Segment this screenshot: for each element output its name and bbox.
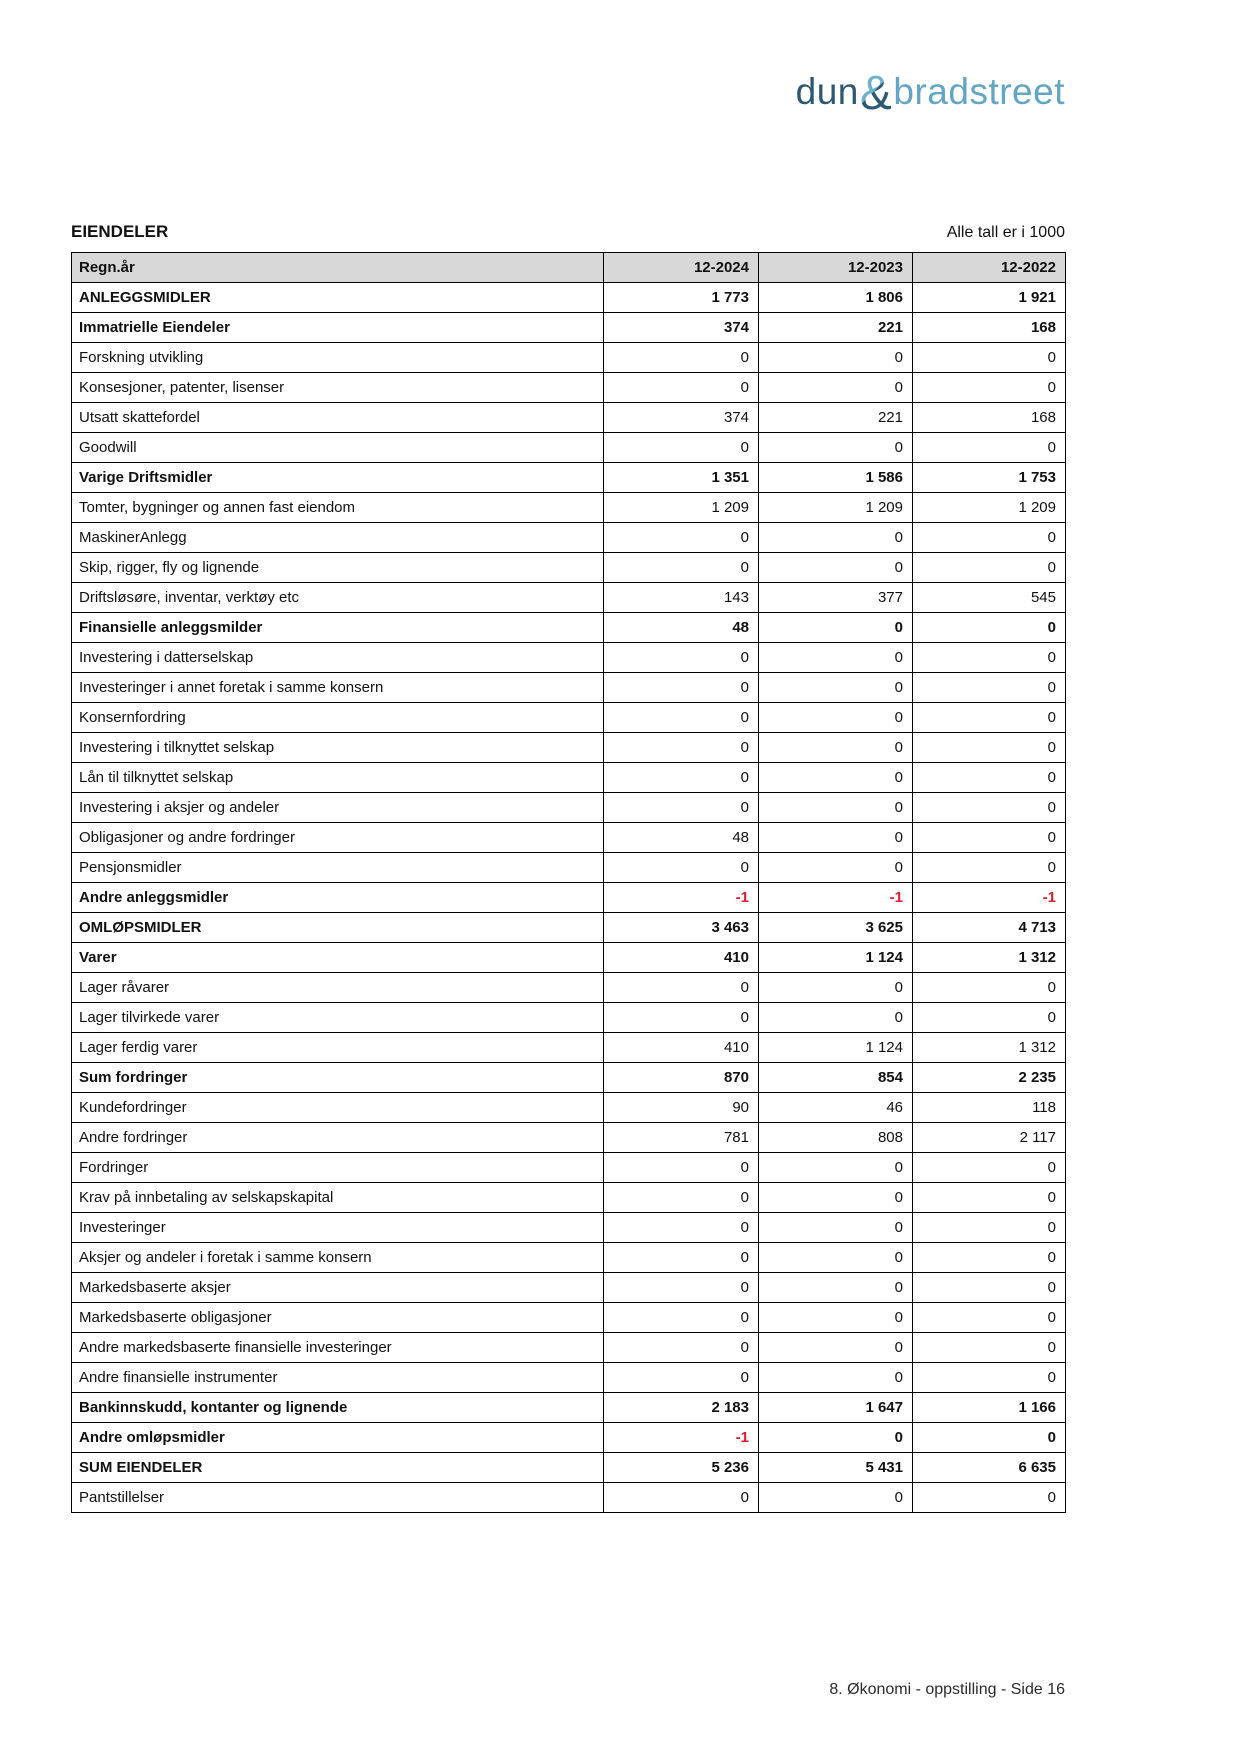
- row-value: 0: [759, 853, 913, 883]
- row-value: 0: [913, 1243, 1066, 1273]
- row-value: 5 431: [759, 1453, 913, 1483]
- row-value: 0: [604, 1003, 759, 1033]
- row-label: Finansielle anleggsmilder: [72, 613, 604, 643]
- row-value: 2 117: [913, 1123, 1066, 1153]
- row-label: Investering i tilknyttet selskap: [72, 733, 604, 763]
- row-label: Tomter, bygninger og annen fast eiendom: [72, 493, 604, 523]
- row-value: 0: [759, 613, 913, 643]
- row-label: Investering i datterselskap: [72, 643, 604, 673]
- row-value: 0: [759, 643, 913, 673]
- row-value: 0: [913, 1213, 1066, 1243]
- row-value: 118: [913, 1093, 1066, 1123]
- logo-text-bradstreet: bradstreet: [893, 71, 1065, 112]
- table-row: [72, 313, 1066, 343]
- row-value: 2 235: [913, 1063, 1066, 1093]
- row-label: Krav på innbetaling av selskapskapital: [72, 1183, 604, 1213]
- table-row: [72, 673, 1066, 703]
- row-value: 0: [913, 343, 1066, 373]
- row-value: 1 124: [759, 943, 913, 973]
- row-value: 0: [759, 673, 913, 703]
- row-value: 0: [759, 823, 913, 853]
- row-label: Lager tilvirkede varer: [72, 1003, 604, 1033]
- row-value: 0: [913, 523, 1066, 553]
- row-value: 0: [759, 1243, 913, 1273]
- page-footer: 8. Økonomi - oppstilling - Side 16: [829, 1681, 1065, 1698]
- table-row: [72, 463, 1066, 493]
- row-label: Andre markedsbaserte finansielle investeringer: [72, 1333, 604, 1363]
- column-header-12-2024: 12-2024: [604, 253, 759, 283]
- row-value: 1 921: [913, 283, 1066, 313]
- row-value: 1 753: [913, 463, 1066, 493]
- row-value: 781: [604, 1123, 759, 1153]
- balance-table-body: [72, 283, 1066, 1513]
- row-label: OMLØPSMIDLER: [72, 913, 604, 943]
- row-value: 0: [604, 1333, 759, 1363]
- table-row: [72, 1033, 1066, 1063]
- row-value: 0: [913, 1333, 1066, 1363]
- row-value: 0: [759, 343, 913, 373]
- row-value: 1 209: [759, 493, 913, 523]
- row-label: Sum fordringer: [72, 1063, 604, 1093]
- row-label: Konsernfordring: [72, 703, 604, 733]
- row-value: 0: [913, 1483, 1066, 1513]
- page-title: EIENDELER: [71, 222, 169, 241]
- row-value: 1 124: [759, 1033, 913, 1063]
- row-value: 0: [913, 1003, 1066, 1033]
- row-value: 0: [913, 1183, 1066, 1213]
- row-label: Investeringer i annet foretak i samme konsern: [72, 673, 604, 703]
- row-value: 48: [604, 613, 759, 643]
- table-row: [72, 733, 1066, 763]
- column-header-regnar: Regn.år: [72, 253, 604, 283]
- row-value: 0: [913, 373, 1066, 403]
- row-label: Varer: [72, 943, 604, 973]
- table-row: [72, 613, 1066, 643]
- row-label: Driftsløsøre, inventar, verktøy etc: [72, 583, 604, 613]
- row-value: 1 647: [759, 1393, 913, 1423]
- row-value: 0: [913, 1303, 1066, 1333]
- row-label: Obligasjoner og andre fordringer: [72, 823, 604, 853]
- row-value: 0: [913, 973, 1066, 1003]
- row-value: 0: [913, 643, 1066, 673]
- row-value: 0: [759, 1183, 913, 1213]
- row-label: Pantstillelser: [72, 1483, 604, 1513]
- row-value: 0: [913, 1363, 1066, 1393]
- row-value: 0: [604, 673, 759, 703]
- table-row: [72, 1243, 1066, 1273]
- row-value: -1: [913, 883, 1066, 913]
- table-row: [72, 523, 1066, 553]
- table-row: [72, 1093, 1066, 1123]
- row-value: -1: [604, 883, 759, 913]
- table-row: [72, 643, 1066, 673]
- row-value: 808: [759, 1123, 913, 1153]
- row-label: Konsesjoner, patenter, lisenser: [72, 373, 604, 403]
- table-row: [72, 1393, 1066, 1423]
- row-label: Skip, rigger, fly og lignende: [72, 553, 604, 583]
- row-value: 221: [759, 313, 913, 343]
- row-value: 0: [604, 433, 759, 463]
- table-row: [72, 1213, 1066, 1243]
- row-label: Andre fordringer: [72, 1123, 604, 1153]
- section-header: [71, 222, 1065, 242]
- row-label: Goodwill: [72, 433, 604, 463]
- table-row: [72, 1303, 1066, 1333]
- row-value: 0: [604, 373, 759, 403]
- row-value: 1 312: [913, 943, 1066, 973]
- row-value: 0: [913, 1153, 1066, 1183]
- row-value: 221: [759, 403, 913, 433]
- row-label: Markedsbaserte obligasjoner: [72, 1303, 604, 1333]
- row-value: 377: [759, 583, 913, 613]
- table-row: [72, 883, 1066, 913]
- row-value: 4 713: [913, 913, 1066, 943]
- row-value: 374: [604, 403, 759, 433]
- row-value: 0: [604, 853, 759, 883]
- row-value: 0: [604, 1303, 759, 1333]
- table-row: [72, 1483, 1066, 1513]
- table-row: [72, 763, 1066, 793]
- dun-bradstreet-logo: [71, 66, 1065, 120]
- table-row: [72, 493, 1066, 523]
- row-value: 0: [759, 1003, 913, 1033]
- table-row: [72, 433, 1066, 463]
- row-label: Forskning utvikling: [72, 343, 604, 373]
- row-label: Bankinnskudd, kontanter og lignende: [72, 1393, 604, 1423]
- row-value: 0: [604, 1273, 759, 1303]
- table-row: [72, 943, 1066, 973]
- table-row: [72, 1273, 1066, 1303]
- row-label: Andre anleggsmidler: [72, 883, 604, 913]
- row-value: 0: [604, 1213, 759, 1243]
- row-value: 6 635: [913, 1453, 1066, 1483]
- row-value: 0: [913, 1273, 1066, 1303]
- table-row: [72, 793, 1066, 823]
- row-value: 3 625: [759, 913, 913, 943]
- row-value: 410: [604, 943, 759, 973]
- table-row: [72, 1183, 1066, 1213]
- row-value: 0: [759, 433, 913, 463]
- row-value: 870: [604, 1063, 759, 1093]
- row-value: 410: [604, 1033, 759, 1063]
- row-value: 0: [913, 763, 1066, 793]
- row-value: 0: [604, 1153, 759, 1183]
- row-value: 0: [759, 703, 913, 733]
- row-value: 1 312: [913, 1033, 1066, 1063]
- row-value: 1 166: [913, 1393, 1066, 1423]
- table-row: [72, 1123, 1066, 1153]
- row-label: Aksjer og andeler i foretak i samme konsern: [72, 1243, 604, 1273]
- row-value: 1 351: [604, 463, 759, 493]
- row-value: 1 586: [759, 463, 913, 493]
- row-label: Fordringer: [72, 1153, 604, 1183]
- logo-text-dun: dun: [795, 71, 859, 112]
- row-value: 1 806: [759, 283, 913, 313]
- row-value: 0: [604, 793, 759, 823]
- row-value: 0: [759, 553, 913, 583]
- row-value: 0: [759, 523, 913, 553]
- row-value: 46: [759, 1093, 913, 1123]
- row-label: MaskinerAnlegg: [72, 523, 604, 553]
- row-label: Immatrielle Eiendeler: [72, 313, 604, 343]
- table-row: [72, 1153, 1066, 1183]
- row-value: 2 183: [604, 1393, 759, 1423]
- row-value: 0: [604, 763, 759, 793]
- row-value: 0: [759, 1303, 913, 1333]
- row-value: 0: [604, 343, 759, 373]
- row-label: Kundefordringer: [72, 1093, 604, 1123]
- row-label: Andre omløpsmidler: [72, 1423, 604, 1453]
- column-header-12-2023: 12-2023: [759, 253, 913, 283]
- row-value: 0: [913, 433, 1066, 463]
- table-row: [72, 1063, 1066, 1093]
- row-label: Andre finansielle instrumenter: [72, 1363, 604, 1393]
- row-value: 854: [759, 1063, 913, 1093]
- table-row: [72, 853, 1066, 883]
- row-value: 1 209: [604, 493, 759, 523]
- ampersand-icon: &: [859, 67, 893, 120]
- row-value: 0: [759, 1363, 913, 1393]
- row-label: Investeringer: [72, 1213, 604, 1243]
- row-label: ANLEGGSMIDLER: [72, 283, 604, 313]
- row-value: 0: [604, 1243, 759, 1273]
- row-value: 0: [759, 1273, 913, 1303]
- table-row: [72, 403, 1066, 433]
- row-value: -1: [604, 1423, 759, 1453]
- table-row: [72, 703, 1066, 733]
- row-value: 0: [913, 673, 1066, 703]
- row-value: 0: [913, 703, 1066, 733]
- row-label: SUM EIENDELER: [72, 1453, 604, 1483]
- row-value: 0: [759, 1423, 913, 1453]
- row-value: 0: [604, 553, 759, 583]
- row-value: 0: [913, 1423, 1066, 1453]
- row-value: 168: [913, 313, 1066, 343]
- row-value: 0: [759, 1333, 913, 1363]
- table-row: [72, 823, 1066, 853]
- row-value: 0: [604, 973, 759, 1003]
- row-value: 0: [759, 1483, 913, 1513]
- row-value: 0: [759, 1153, 913, 1183]
- table-row: [72, 343, 1066, 373]
- row-value: 0: [913, 613, 1066, 643]
- row-value: -1: [759, 883, 913, 913]
- row-value: 0: [604, 703, 759, 733]
- balance-sheet-table: [71, 252, 1066, 1513]
- row-value: 0: [759, 373, 913, 403]
- row-label: Markedsbaserte aksjer: [72, 1273, 604, 1303]
- table-row: [72, 973, 1066, 1003]
- row-value: 0: [913, 823, 1066, 853]
- row-value: 0: [913, 733, 1066, 763]
- row-label: Varige Driftsmidler: [72, 463, 604, 493]
- table-row: [72, 1003, 1066, 1033]
- table-row: [72, 283, 1066, 313]
- row-label: Lån til tilknyttet selskap: [72, 763, 604, 793]
- table-row: [72, 583, 1066, 613]
- row-value: 5 236: [604, 1453, 759, 1483]
- column-header-12-2022: 12-2022: [913, 253, 1066, 283]
- row-value: 374: [604, 313, 759, 343]
- row-value: 1 209: [913, 493, 1066, 523]
- table-row: [72, 1333, 1066, 1363]
- table-header: [72, 253, 1066, 283]
- row-value: 0: [759, 973, 913, 1003]
- row-value: 1 773: [604, 283, 759, 313]
- row-value: 0: [759, 1213, 913, 1243]
- row-value: 0: [759, 733, 913, 763]
- table-row: [72, 373, 1066, 403]
- row-value: 0: [759, 793, 913, 823]
- units-note: Alle tall er i 1000: [946, 224, 1065, 241]
- table-header-row: [72, 253, 1066, 283]
- row-label: Lager råvarer: [72, 973, 604, 1003]
- row-value: 0: [913, 853, 1066, 883]
- table-row: [72, 553, 1066, 583]
- row-value: 0: [604, 523, 759, 553]
- row-value: 0: [913, 793, 1066, 823]
- table-row: [72, 1363, 1066, 1393]
- table-row: [72, 1423, 1066, 1453]
- row-value: 143: [604, 583, 759, 613]
- row-label: Pensjonsmidler: [72, 853, 604, 883]
- row-value: 0: [604, 643, 759, 673]
- row-value: 0: [604, 1483, 759, 1513]
- row-label: Investering i aksjer og andeler: [72, 793, 604, 823]
- row-label: Lager ferdig varer: [72, 1033, 604, 1063]
- row-value: 90: [604, 1093, 759, 1123]
- row-value: 48: [604, 823, 759, 853]
- row-value: 0: [759, 763, 913, 793]
- row-value: 0: [604, 1363, 759, 1393]
- row-value: 168: [913, 403, 1066, 433]
- row-value: 0: [604, 733, 759, 763]
- table-row: [72, 913, 1066, 943]
- row-value: 0: [913, 553, 1066, 583]
- row-value: 3 463: [604, 913, 759, 943]
- row-value: 0: [604, 1183, 759, 1213]
- row-label: Utsatt skattefordel: [72, 403, 604, 433]
- row-value: 545: [913, 583, 1066, 613]
- table-row: [72, 1453, 1066, 1483]
